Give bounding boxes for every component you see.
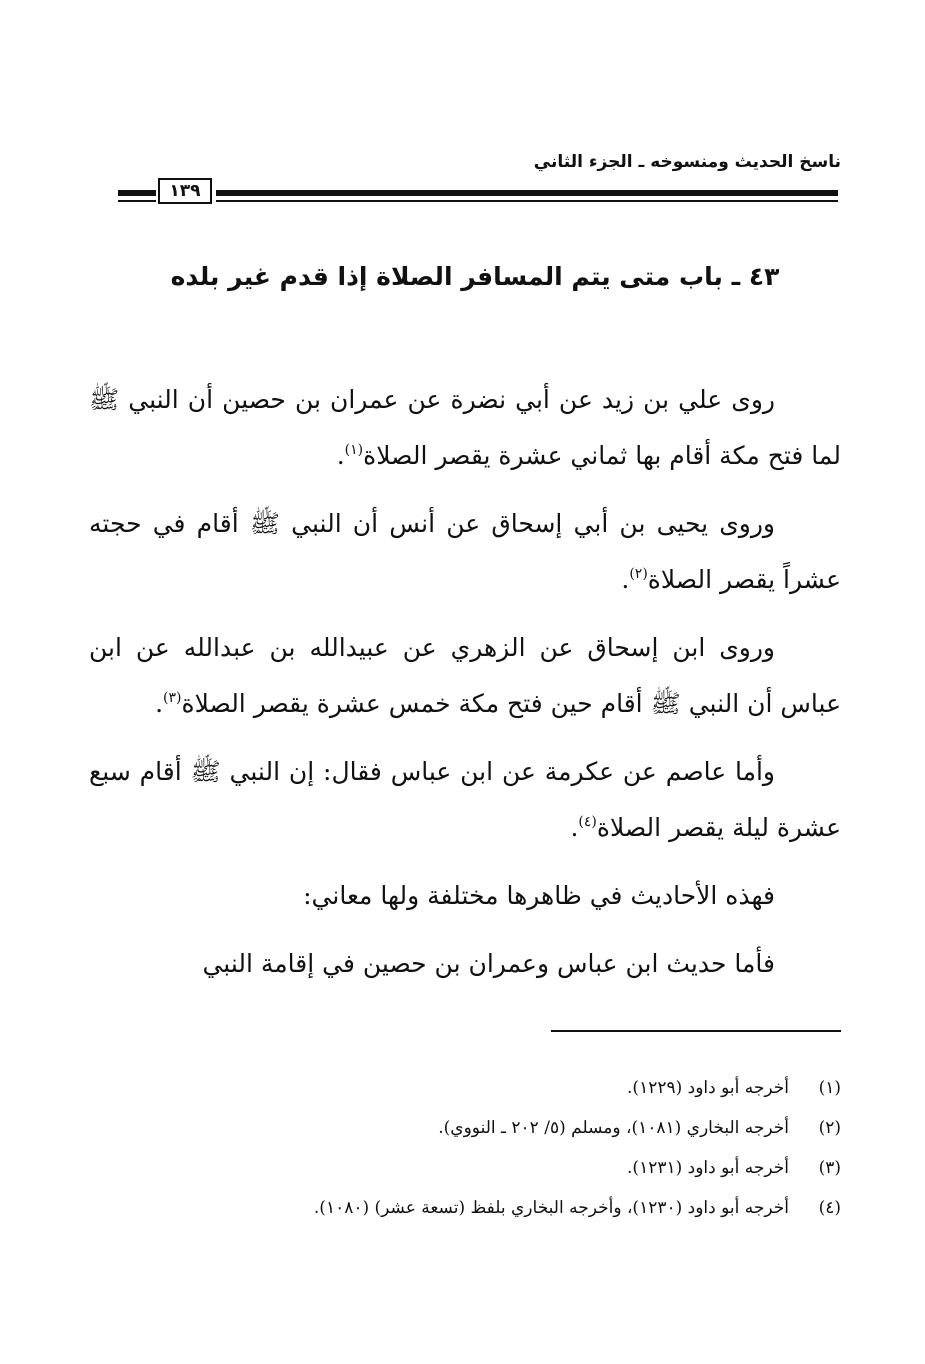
footnote-text: أخرجه أبو داود (١٢٣١). (627, 1158, 789, 1178)
paragraph (89, 936, 841, 992)
page-number: ١٣٩ (158, 178, 212, 204)
body-text (89, 372, 841, 1004)
paragraph (89, 620, 841, 732)
paragraph-text: فهذه الأحاديث في ظاهرها مختلفة ولها معاني: (303, 881, 775, 910)
paragraph-text: وروى يحيى بن أبي إسحاق عن أنس أن النبي ﷺ أقام في حجته عشراً يقصر الصلاة (89, 509, 841, 594)
footnote (89, 1188, 841, 1228)
footnote (89, 1148, 841, 1188)
footnote (89, 1068, 841, 1108)
footnote (89, 1108, 841, 1148)
footnote-number: (٤) (818, 1198, 841, 1218)
footnote-number: (١) (818, 1078, 841, 1098)
footnote-ref: (٢) (629, 566, 648, 582)
paragraph-tail: . (155, 689, 164, 718)
chapter-title: ٤٣ ـ باب متى يتم المسافر الصلاة إذا قدم غير بلده (170, 262, 780, 291)
footnote-ref: (٤) (578, 814, 597, 830)
footnote-ref: (١) (344, 442, 364, 458)
header-rule (216, 190, 838, 205)
footnote-text: أخرجه أبو داود (١٢٣٠)، وأخرجه البخاري بلفظ (تسعة عشر) (١٠٨٠). (313, 1198, 789, 1218)
running-header: ناسخ الحديث ومنسوخه ـ الجزء الثاني (533, 152, 841, 172)
paragraph-tail: . (336, 441, 345, 470)
footnote-number: (٢) (818, 1118, 841, 1138)
paragraph (89, 372, 841, 484)
footnote-ref: (٣) (163, 690, 182, 706)
paragraph (89, 868, 841, 924)
paragraph-tail: . (570, 813, 579, 842)
paragraph-text: وأما عاصم عن عكرمة عن ابن عباس فقال: إن النبي ﷺ أقام سبع عشرة ليلة يقصر الصلاة (89, 757, 841, 842)
paragraph (89, 744, 841, 856)
header-rule-left (118, 190, 156, 205)
paragraph-text: فأما حديث ابن عباس وعمران بن حصين في إقامة النبي (202, 949, 775, 978)
footnote-separator (551, 1030, 841, 1032)
paragraph (89, 496, 841, 608)
paragraph-text: وروى ابن إسحاق عن الزهري عن عبيدالله بن عبدالله عن ابن عباس أن النبي ﷺ أقام حين فتح مكة خمس عشرة يقصر الصلاة (89, 633, 841, 718)
paragraph-tail: . (621, 565, 630, 594)
footnote-number: (٣) (818, 1158, 841, 1178)
footnote-text: أخرجه أبو داود (١٢٢٩). (627, 1078, 789, 1098)
footnote-text: أخرجه البخاري (١٠٨١)، ومسلم (٥/ ٢٠٢ ـ النووي). (438, 1118, 789, 1138)
footnotes (89, 1068, 841, 1228)
paragraph-text: روى علي بن زيد عن أبي نضرة عن عمران بن حصين أن النبي ﷺ لما فتح مكة أقام بها ثماني عشرة يقصر الصلاة (89, 385, 841, 470)
